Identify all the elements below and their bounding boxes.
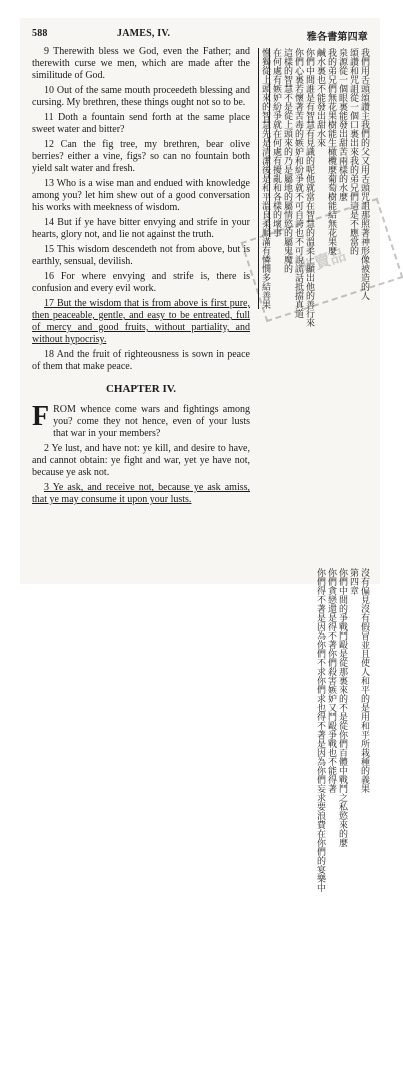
chinese-column: 沒有偏見沒有假冒並且使人和平的是用和平所栽種的義果 (359, 568, 369, 793)
verse-18: 18 And the fruit of righteousness is sown in peace of them that make peace. (32, 349, 250, 372)
chapter-verse-1: F ROM whence come wars and fightings among you? come they not hence, even of your lusts that war in your members? (32, 401, 250, 440)
chinese-column: 你們心裏若懷著苦毒的嫉妒和紛爭就不可自誇也不可說謊話抵擋真道 (293, 48, 303, 318)
verse-16: 16 For where envying and strife is, there is confusion and every evil work. (32, 271, 250, 294)
chapter-verse-3: 3 Ye ask, and receive not, because ye ask amiss, that ye may consume it upon your lusts. (32, 482, 250, 506)
chinese-running-head: 雅各書第四章 (306, 32, 368, 43)
chinese-column: 這樣的智慧不是從上頭來的乃是屬地的屬情慾的屬鬼魔的 (282, 48, 292, 273)
chinese-column: 你們貪戀還是得不著你們殺害嫉妒又鬥毆爭戰也不能得著 (326, 568, 336, 793)
verse-13: 13 Who is a wise man and endued with knowledge among you? let him shew out of a good conversation his works with meekness of wisdom. (32, 178, 250, 213)
chinese-column: 你們中間的爭戰鬥毆是從那裏來的不是從你們百體中戰鬥之私慾來的麼 (337, 568, 347, 847)
page-header (32, 28, 368, 46)
verse-11: 11 Doth a fountain send forth at the same place sweet water and bitter? (32, 112, 250, 135)
chinese-column: 我們用舌頭頌讚主我們的父又用舌頭咒詛那照著神形像被造的人 (359, 48, 369, 300)
chinese-column: 鹹水裏也不能發出甜水來 (315, 48, 325, 147)
verse-14: 14 But if ye have bitter envying and strife in your hearts, glory not, and lie not against the truth. (32, 217, 250, 240)
verse-9: 9 Therewith bless we God, even the Father; and therewith curse we men, which are made after the similitude of God. (32, 46, 250, 81)
chapter-title: CHAPTER IV. (105, 383, 177, 395)
english-text-column (32, 46, 250, 509)
chinese-column: 惟獨從上頭來的智慧先是清潔後是和平溫良柔順滿有憐憫多結善果 (260, 48, 270, 309)
chinese-column: 我的弟兄們無花果樹能生橄欖麼葡萄樹能結無花果麼 (326, 48, 336, 255)
chinese-column: 你們得不著是因為你們不求你們求也得不著是因為你們妄求要浪費在你們的宴樂中 (315, 568, 325, 892)
chinese-column: 在何處有嫉妒紛爭就在何處有擾亂和各樣的壞事 (271, 48, 281, 237)
verse-15: 15 This wisdom descendeth not from above, but is earthly, sensual, devilish. (32, 244, 250, 267)
verse-10: 10 Out of the same mouth proceedeth blessing and cursing. My brethren, these things ought not so to be. (32, 85, 250, 108)
drop-cap: F (32, 401, 50, 433)
chapter-verse-2: 2 Ye lust, and have not: ye kill, and desire to have, and cannot obtain: ye fight and war, yet ye have not, because ye ask not. (32, 443, 250, 479)
verse-17: 17 But the wisdom that is from above is first pure, then peaceable, gentle, and easy to be entreated, full of mercy and good fruits, without partiality, and without hypocrisy. (32, 298, 250, 345)
running-head: JAMES, IV. (117, 28, 171, 39)
verse-12: 12 Can the fig tree, my brethren, bear olive berries? either a vine, figs? so can no fountain both yield salt water and fresh. (32, 139, 250, 174)
page-number: 588 (32, 28, 48, 39)
chinese-chapter-label: 第四章 (348, 568, 358, 595)
bible-page (20, 18, 380, 892)
watermark-text: 非賣品 (296, 244, 349, 278)
chinese-column: 泉源從一個眼裏能發出甜苦兩樣的水麼 (337, 48, 347, 201)
chinese-column: 頌讚和咒詛從一個口裏出來我的弟兄們這是不應當的 (348, 48, 358, 255)
chinese-column: 你們中間誰是有智慧有見識的呢他就當在智慧的溫柔上顯出他的善行來 (304, 48, 314, 327)
